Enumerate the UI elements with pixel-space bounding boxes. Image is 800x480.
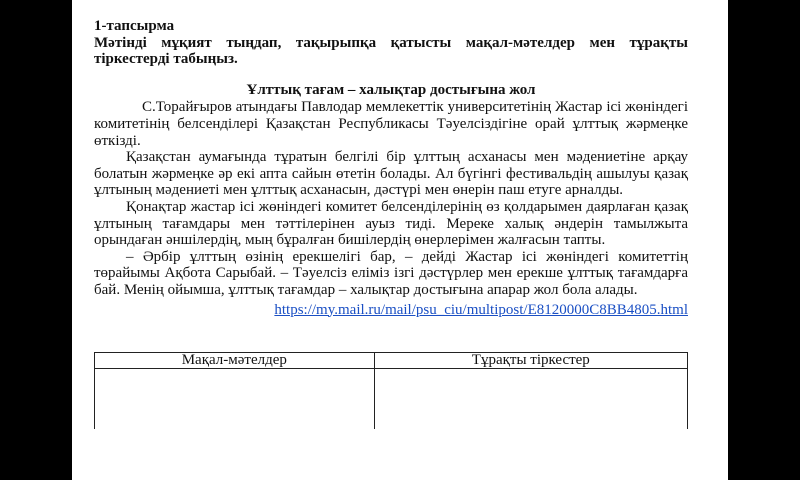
phrases-cell[interactable]	[374, 369, 687, 430]
task-instruction: Мәтінді мұқият тыңдап, тақырыпқа қатысты мақал-мәтелдер мен тұрақты тіркестерді табыңыз.	[94, 34, 688, 68]
proverbs-cell[interactable]	[95, 369, 375, 430]
document-content	[94, 18, 688, 318]
text-title: Ұлттық тағам – халықтар достығына жол	[246, 81, 536, 98]
answer-table	[94, 352, 688, 429]
paragraph-4: – Әрбір ұлттың өзінің ерекшелігі бар, – дейді Жастар ісі жөніндегі комитеттің төрайымы Ақбота Сарыбай. – Тәуелсіз еліміз ізгі дәстүрлер мен ерекше ұлттық тағамдарға бай. Менің ойымша, ұлттық тағамдар – халықтар достығына апарар жол бола алады.	[94, 248, 688, 298]
document-page	[72, 0, 728, 480]
paragraph-3: Қонақтар жастар ісі жөніндегі комитет белсенділерінің өз қолдарымен даярлаған қазақ ұлтының тағамдары мен тәттілерінен ауыз тиді. Мереке халық әндерін тамылжыта орындаған әншілердің, мың бұралған бишілердің өнерлерімен жалғасын тапты.	[94, 198, 688, 249]
source-link[interactable]: https://my.mail.ru/mail/psu_ciu/multipost/E8120000C8BB4805.html	[274, 301, 688, 318]
table-header-row	[95, 353, 688, 369]
paragraph-1: С.Торайғыров атындағы Павлодар мемлекеттік университетінің Жастар ісі жөніндегі комитетінің белсенділері Қазақстан Республикасы Тәуелсіздігіне орай ұлттық жәрмеңке өткізді.	[94, 99, 688, 149]
header-proverbs: Мақал-мәтелдер	[95, 353, 375, 369]
task-title: 1-тапсырма	[94, 18, 175, 34]
table-row	[95, 369, 688, 430]
paragraph-2: Қазақстан аумағында тұратын белгілі бір ұлттың асханасы мен мәдениетіне арқау болатын жәрмеңке әр екі апта сайын өтетін болады. Ал бүгінгі фестивальдің ашылуы қазақ ұлтының мәдениеті мен ұлттық асханасын, дәстүрі мен өнерін паш етуге арналды.	[94, 149, 688, 199]
header-phrases: Тұрақты тіркестер	[374, 353, 687, 369]
